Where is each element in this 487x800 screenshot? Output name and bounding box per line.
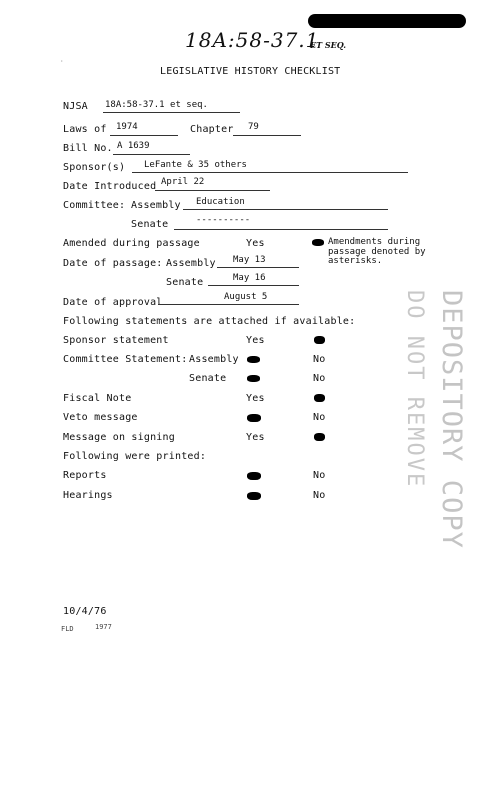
do-not-remove-stamp-text: DO NOT REMOVE xyxy=(402,290,427,489)
committee-senate-yes-redaction xyxy=(247,375,260,382)
committee-senate-label: Senate xyxy=(131,219,169,230)
fiscal-note-no-redaction xyxy=(314,394,325,402)
chapter-line xyxy=(233,135,301,136)
amended-note-1: Amendments during xyxy=(328,237,421,247)
footer-code-2: 1977 xyxy=(95,623,112,631)
veto-message-no: No xyxy=(313,412,326,423)
chapter-value: 79 xyxy=(248,122,259,132)
committee-assembly-yes-redaction xyxy=(247,356,260,363)
committee-assembly-label: Assembly xyxy=(131,200,181,211)
committee-assembly-value: Education xyxy=(196,197,245,207)
amended-note-2: passage denoted by xyxy=(328,247,426,257)
passage-assembly-value: May 13 xyxy=(233,255,266,265)
committee-label: Committee: xyxy=(63,200,126,211)
passage-assembly-line xyxy=(217,267,299,268)
committee-statement-senate-label: Senate xyxy=(189,373,227,384)
depository-stamp xyxy=(395,290,470,549)
committee-senate-value: ---------- xyxy=(196,215,251,225)
passage-senate-line xyxy=(208,285,299,286)
hearings-no: No xyxy=(313,490,326,501)
scan-speck: · xyxy=(60,58,64,65)
fiscal-note-yes: Yes xyxy=(246,393,265,404)
reports-yes-redaction xyxy=(247,472,261,480)
date-introduced-value: April 22 xyxy=(161,177,205,187)
footer-date: 10/4/76 xyxy=(63,606,107,617)
veto-message-yes-redaction xyxy=(247,414,261,422)
reports-label: Reports xyxy=(63,470,107,481)
laws-label: Laws of xyxy=(63,124,107,135)
bill-label: Bill No. xyxy=(63,143,113,154)
njsa-line xyxy=(103,112,240,113)
laws-line xyxy=(110,135,178,136)
handwritten-suffix: ET SEQ. xyxy=(310,40,347,50)
committee-senate-no: No xyxy=(313,373,326,384)
depository-stamp-text: DEPOSITORY COPY xyxy=(436,290,467,549)
sponsor-line xyxy=(132,172,408,173)
committee-statement-assembly-label: Assembly xyxy=(189,354,239,365)
njsa-value: 18A:58-37.1 et seq. xyxy=(105,100,208,110)
sponsor-label: Sponsor(s) xyxy=(63,162,126,173)
committee-assembly-no: No xyxy=(313,354,326,365)
amended-no-redaction xyxy=(312,239,324,246)
chapter-label: Chapter xyxy=(190,124,234,135)
signing-message-yes: Yes xyxy=(246,432,265,443)
amended-note-3: asterisks. xyxy=(328,256,383,266)
passage-senate-label: Senate xyxy=(166,277,204,288)
approval-label: Date of approval xyxy=(63,297,163,308)
sponsor-value: LeFante & 35 others xyxy=(144,160,247,170)
passage-senate-value: May 16 xyxy=(233,273,266,283)
approval-line xyxy=(158,304,299,305)
statements-heading: Following statements are attached if available: xyxy=(63,316,356,327)
handwritten-code: 18A:58-37.1 xyxy=(185,28,320,52)
hearings-label: Hearings xyxy=(63,490,113,501)
amended-value: Yes xyxy=(246,238,265,249)
bill-value: A 1639 xyxy=(117,141,150,151)
redaction-mark xyxy=(308,14,466,28)
fiscal-note-label: Fiscal Note xyxy=(63,393,132,404)
passage-assembly-label: Assembly xyxy=(166,258,216,269)
date-introduced-label: Date Introduced xyxy=(63,181,157,192)
committee-assembly-line xyxy=(183,209,388,210)
amended-label: Amended during passage xyxy=(63,238,200,249)
signing-message-label: Message on signing xyxy=(63,432,175,443)
bill-line xyxy=(113,154,190,155)
passage-label: Date of passage: xyxy=(63,258,163,269)
date-introduced-line xyxy=(155,190,270,191)
sponsor-statement-label: Sponsor statement xyxy=(63,335,169,346)
laws-value: 1974 xyxy=(116,122,138,132)
footer-code: FLD xyxy=(61,625,74,633)
reports-no: No xyxy=(313,470,326,481)
committee-senate-line xyxy=(174,229,388,230)
veto-message-label: Veto message xyxy=(63,412,138,423)
sponsor-statement-yes: Yes xyxy=(246,335,265,346)
printed-heading: Following were printed: xyxy=(63,451,207,462)
sponsor-statement-no-redaction xyxy=(314,336,325,344)
committee-statement-label: Committee Statement: xyxy=(63,354,188,365)
njsa-label: NJSA xyxy=(63,101,88,112)
approval-value: August 5 xyxy=(224,292,268,302)
hearings-yes-redaction xyxy=(247,492,261,500)
signing-message-no-redaction xyxy=(314,433,325,441)
page-title: LEGISLATIVE HISTORY CHECKLIST xyxy=(160,66,341,77)
